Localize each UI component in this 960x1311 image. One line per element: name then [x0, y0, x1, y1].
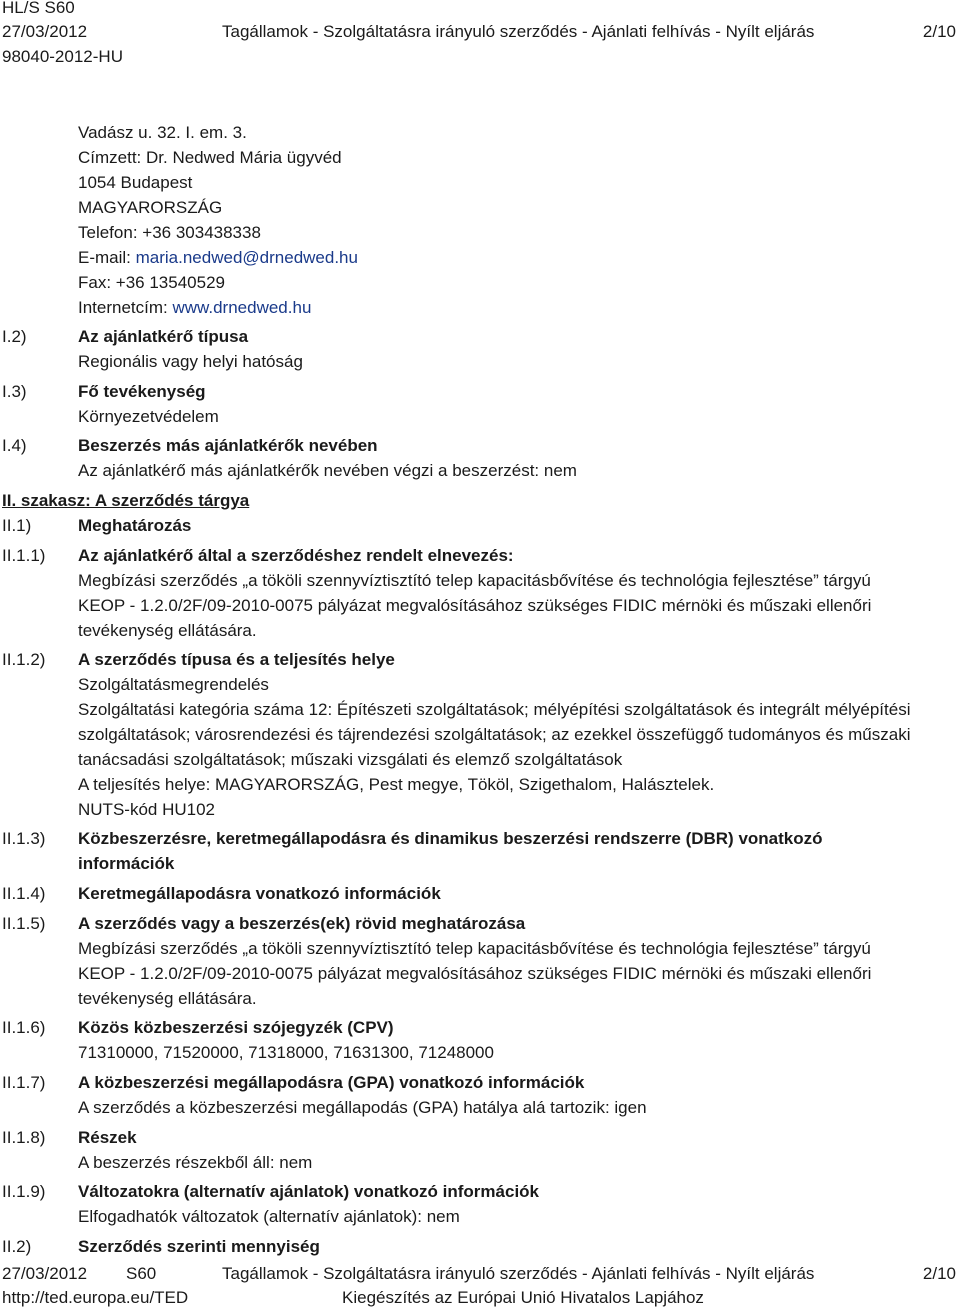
item-ii11-line2: KEOP - 1.2.0/2F/09-2010-0075 pályázat megvalósításához szükséges FIDIC mérnöki és műszaki ellenőri [78, 596, 872, 615]
item-ii12-line3: szolgáltatások; városrendezési és tájrendezési szolgáltatások; az ezekkel összefüggő tudományos és műszaki [78, 725, 911, 744]
item-ii18-title: Részek [78, 1128, 137, 1147]
item-ii17-title: A közbeszerzési megállapodásra (GPA) vonatkozó információk [78, 1073, 585, 1092]
item-i4-title: Beszerzés más ajánlatkérők nevében [78, 436, 378, 455]
email-link[interactable]: maria.nedwed@drnedwed.hu [135, 248, 358, 267]
item-ii11-title: Az ajánlatkérő által a szerződéshez rendelt elnevezés: [78, 546, 514, 565]
item-ii19-text: Elfogadhatók változatok (alternatív ajánlatok): nem [78, 1207, 460, 1226]
item-ii1-number: II.1) [2, 516, 32, 535]
item-ii13-number: II.1.3) [2, 829, 46, 848]
item-ii11-line3: tevékenység ellátására. [78, 621, 257, 640]
item-ii16-number: II.1.6) [2, 1018, 46, 1037]
item-ii13-title-line2: információk [78, 854, 175, 873]
item-i4-number: I.4) [2, 436, 27, 455]
email-label: E-mail: [78, 248, 136, 267]
item-ii11-number: II.1.1) [2, 546, 46, 565]
item-ii17-number: II.1.7) [2, 1073, 46, 1092]
item-ii12-line4: tanácsadási szolgáltatások; műszaki vizsgálati és elemző szolgáltatások [78, 750, 623, 769]
item-ii15-number: II.1.5) [2, 914, 46, 933]
footer-code: S60 [126, 1264, 157, 1283]
item-ii12-line2: Szolgáltatási kategória száma 12: Építészeti szolgáltatások; mélyépítési szolgáltatások és integrált mélyépítési [78, 700, 911, 719]
item-ii19-title: Változatokra (alternatív ajánlatok) vonatkozó információk [78, 1182, 540, 1201]
item-i3-text: Környezetvédelem [78, 407, 219, 426]
item-ii12-line5: A teljesítés helye: MAGYARORSZÁG, Pest megye, Tököl, Szigethalom, Halásztelek. [78, 775, 715, 794]
item-i2-text: Regionális vagy helyi hatóság [78, 352, 303, 371]
item-ii16-title: Közös közbeszerzési szójegyzék (CPV) [78, 1018, 394, 1037]
item-ii14-title: Keretmegállapodásra vonatkozó információk [78, 884, 441, 903]
footer-url[interactable]: http://ted.europa.eu/TED [2, 1288, 189, 1307]
doc-code: HL/S S60 [2, 0, 75, 17]
contact-phone: Telefon: +36 303438338 [78, 223, 261, 242]
item-i3-title: Fő tevékenység [78, 382, 206, 401]
item-ii17-text: A szerződés a közbeszerzési megállapodás (GPA) hatálya alá tartozik: igen [78, 1098, 647, 1117]
header-title: Tagállamok - Szolgáltatásra irányuló szerződés - Ajánlati felhívás - Nyílt eljárás [222, 22, 815, 41]
header-page: 2/10 [922, 22, 956, 41]
footer-page: 2/10 [922, 1264, 956, 1283]
item-ii15-line3: tevékenység ellátására. [78, 989, 257, 1008]
item-i2-title: Az ajánlatkérő típusa [78, 327, 249, 346]
item-ii12-line6: NUTS-kód HU102 [78, 800, 215, 819]
item-ii12-title: A szerződés típusa és a teljesítés helye [78, 650, 395, 669]
item-ii18-number: II.1.8) [2, 1128, 46, 1147]
header-date: 27/03/2012 [2, 22, 88, 41]
contact-country: MAGYARORSZÁG [78, 198, 223, 217]
item-ii13-title-line1: Közbeszerzésre, keretmegállapodásra és dinamikus beszerzési rendszerre (DBR) vonatkozó [78, 829, 823, 848]
item-i4-text: Az ajánlatkérő más ajánlatkérők nevében végzi a beszerzést: nem [78, 461, 577, 480]
item-i3-number: I.3) [2, 382, 27, 401]
item-ii19-number: II.1.9) [2, 1182, 46, 1201]
web-link[interactable]: www.drnedwed.hu [172, 298, 312, 317]
contact-fax: Fax: +36 13540529 [78, 273, 225, 292]
item-ii2-title: Szerződés szerinti mennyiség [78, 1237, 320, 1256]
contact-web-row [78, 295, 311, 320]
contact-email-row [78, 245, 358, 270]
item-i2-number: I.2) [2, 327, 27, 346]
item-ii12-number: II.1.2) [2, 650, 46, 669]
footer-date: 27/03/2012 [2, 1264, 88, 1283]
item-ii15-line2: KEOP - 1.2.0/2F/09-2010-0075 pályázat megvalósításához szükséges FIDIC mérnöki és műszaki ellenőri [78, 964, 872, 983]
item-ii18-text: A beszerzés részekből áll: nem [78, 1153, 313, 1172]
item-ii15-title: A szerződés vagy a beszerzés(ek) rövid meghatározása [78, 914, 526, 933]
item-ii2-number: II.2) [2, 1237, 32, 1256]
contact-address: Vadász u. 32. I. em. 3. [78, 123, 247, 142]
item-ii12-line1: Szolgáltatásmegrendelés [78, 675, 269, 694]
item-ii15-line1: Megbízási szerződés „a tököli szennyvíztisztító telep kapacitásbővítése és technológia fejlesztése” tárgyú [78, 939, 871, 958]
item-ii11-line1: Megbízási szerződés „a tököli szennyvíztisztító telep kapacitásbővítése és technológia fejlesztése” tárgyú [78, 571, 871, 590]
web-label: Internetcím: [78, 298, 173, 317]
footer-supplement: Kiegészítés az Európai Unió Hivatalos Lapjához [342, 1288, 704, 1307]
item-ii16-text: 71310000, 71520000, 71318000, 71631300, 71248000 [78, 1043, 494, 1062]
item-ii1-title: Meghatározás [78, 516, 192, 535]
header-ref: 98040-2012-HU [2, 47, 123, 66]
contact-attention: Címzett: Dr. Nedwed Mária ügyvéd [78, 148, 342, 167]
item-ii14-number: II.1.4) [2, 884, 46, 903]
footer-title: Tagállamok - Szolgáltatásra irányuló szerződés - Ajánlati felhívás - Nyílt eljárás [222, 1264, 815, 1283]
section-2-heading: II. szakasz: A szerződés tárgya [2, 491, 250, 510]
contact-city: 1054 Budapest [78, 173, 193, 192]
